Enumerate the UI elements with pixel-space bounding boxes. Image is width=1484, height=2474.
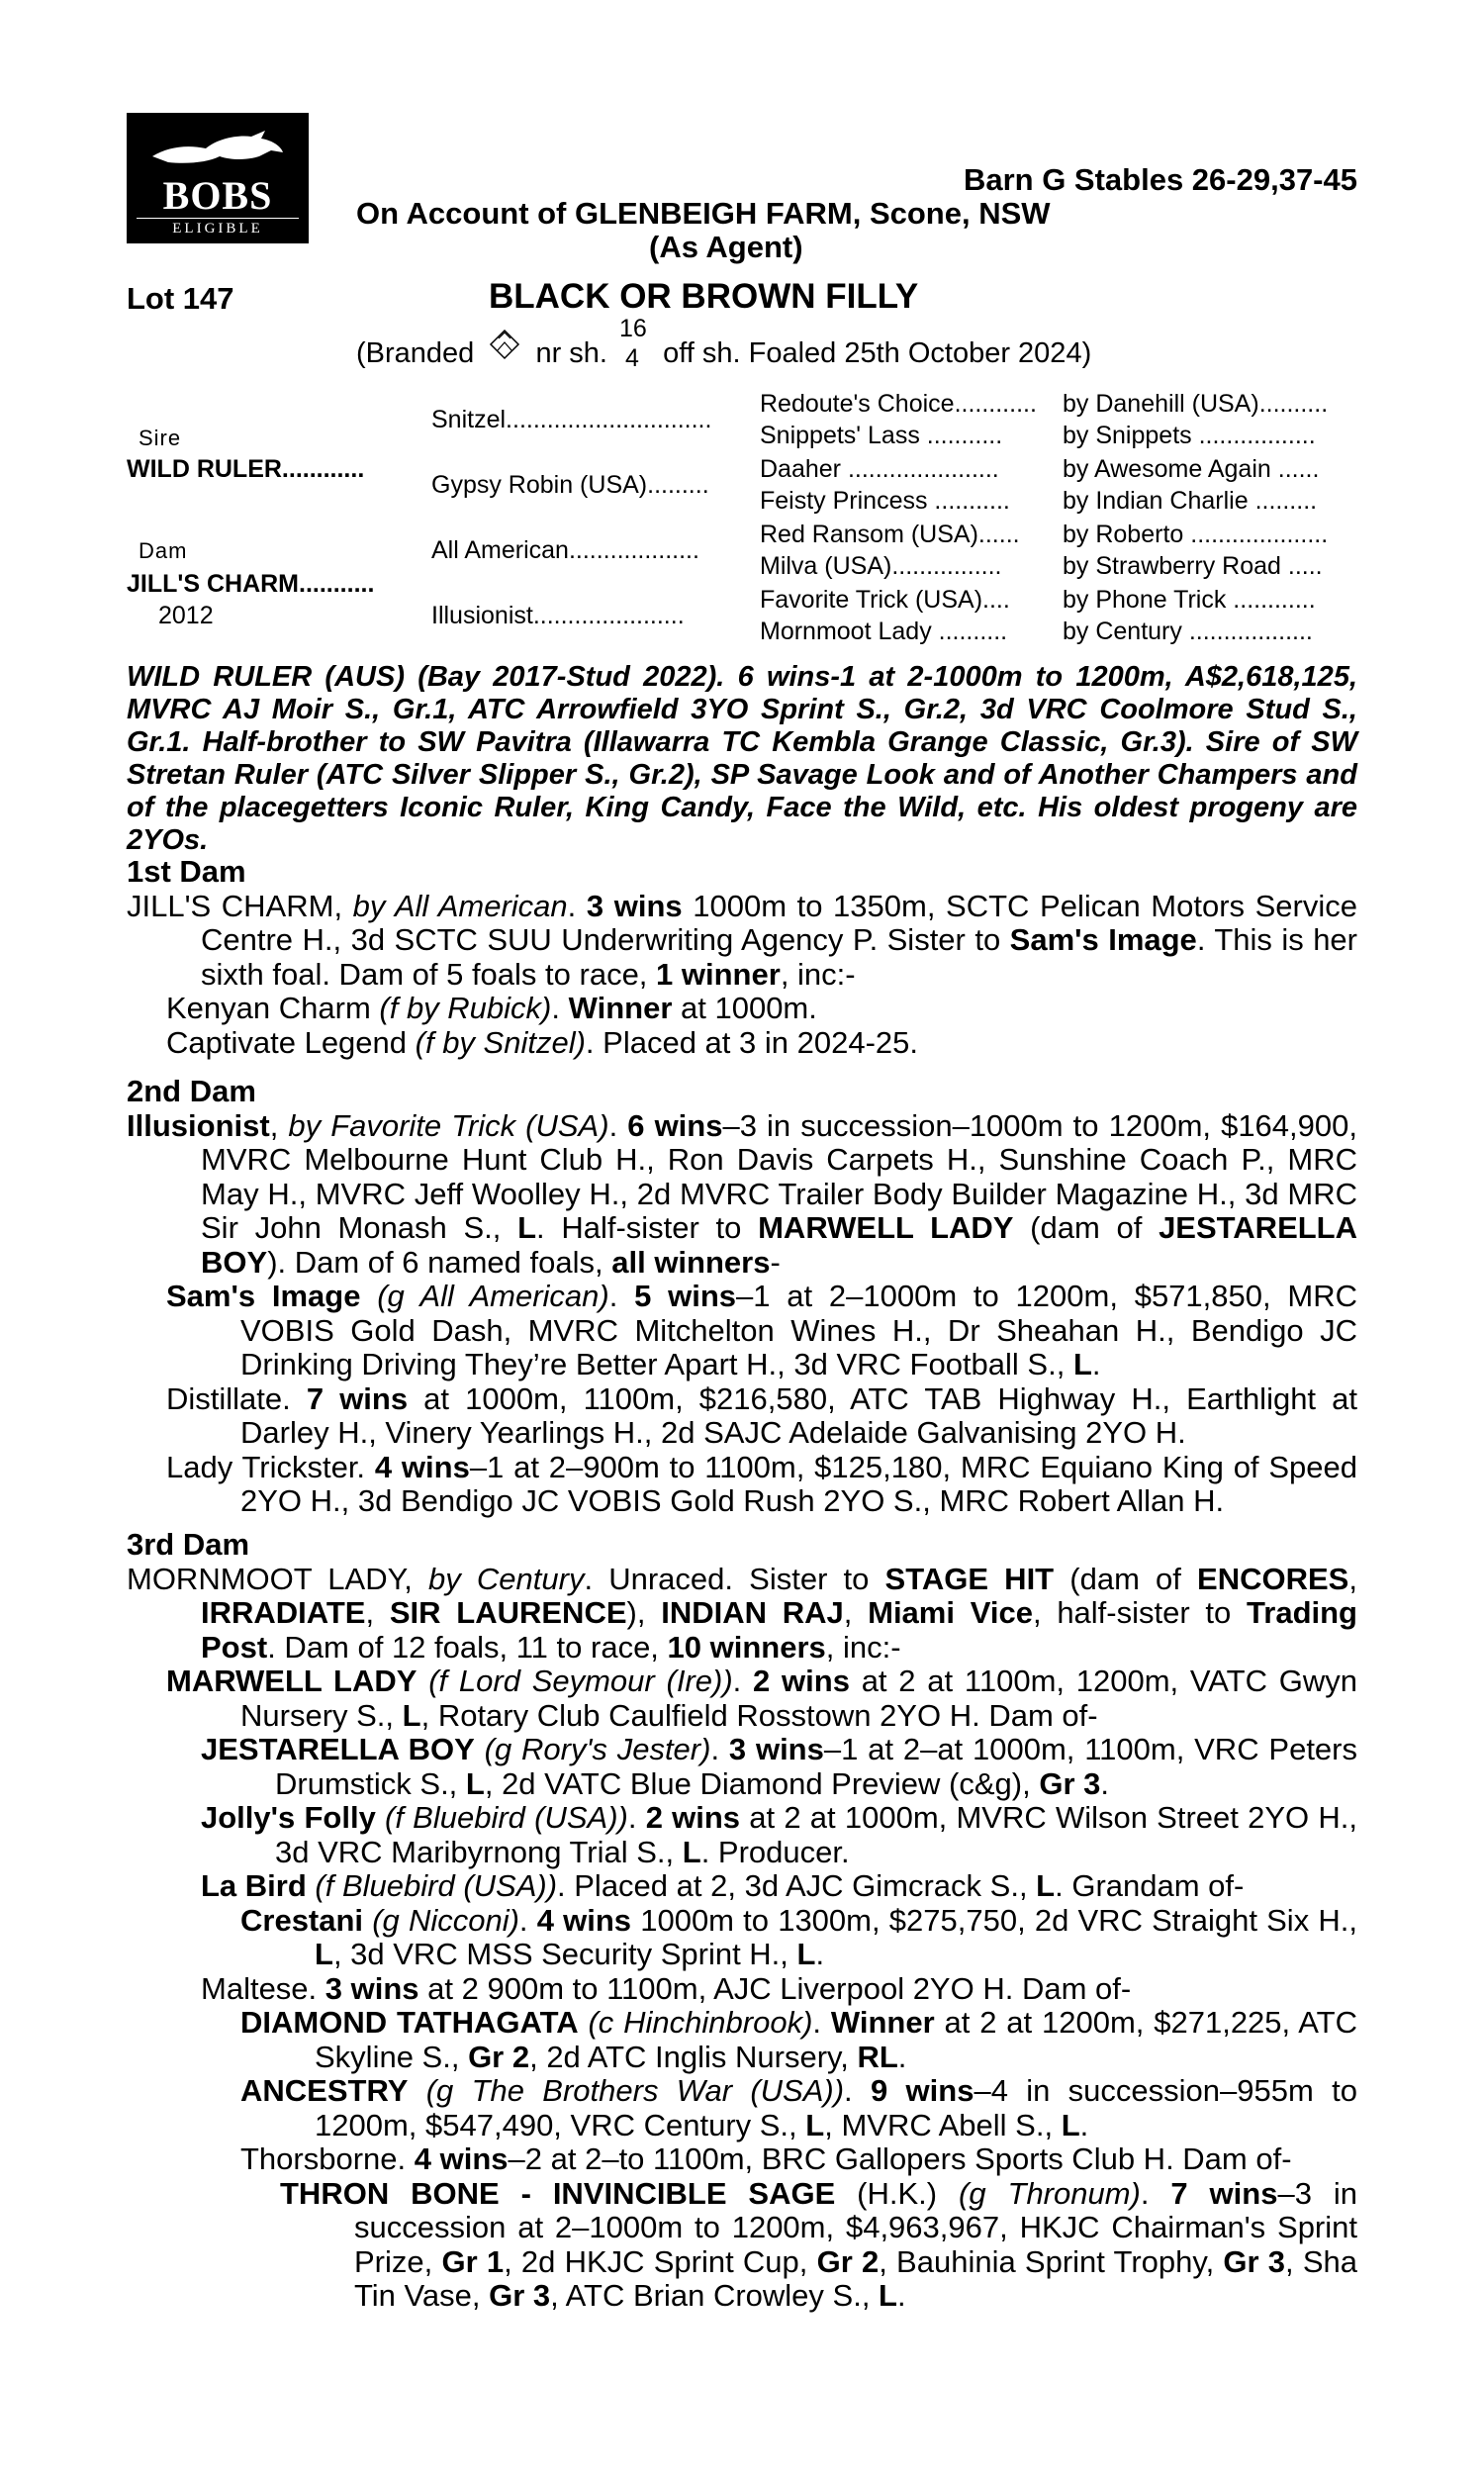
third-dam-section — [127, 1528, 1357, 2314]
gg-6-sire: by Strawberry Road ..... — [1063, 552, 1323, 580]
gg-1-sire: by Danehill (USA).......... — [1063, 390, 1329, 418]
gg-8-sire: by Century .................. — [1063, 618, 1313, 645]
third-dam-progeny: DIAMOND TATHAGATA (c Hinchinbrook). Winner at 2 at 1200m, $271,225, ATC Skyline S., Gr 2, 2d ATC Inglis Nursery, RL. — [240, 2005, 1357, 2074]
sire-name: WILD RULER............ — [127, 455, 365, 483]
dam-name: JILL'S CHARM........... — [127, 570, 375, 598]
third-dam-progeny: JESTARELLA BOY (g Rory's Jester). 3 wins–1 at 2–at 1000m, 1100m, VRC Peters Drumstick S., L, 2d VATC Blue Diamond Preview (c&g), Gr 3. — [201, 1732, 1357, 1801]
gg-6: Milva (USA)................ — [760, 552, 1002, 580]
brand-number-top: 16 — [619, 315, 647, 342]
brand-suffix: off sh. Foaled 25th October 2024) — [663, 337, 1092, 369]
gg-3: Daaher ...................... — [760, 455, 999, 483]
gg-5: Red Ransom (USA)...... — [760, 521, 1020, 548]
third-dam-progeny: Jolly's Folly (f Bluebird (USA)). 2 wins at 2 at 1000m, MVRC Wilson Street 2YO H., 3d VRC Maribyrnong Trial S., L. Producer. — [201, 1800, 1357, 1869]
brand-near-side: nr sh. — [535, 337, 607, 369]
brand-prefix: (Branded — [356, 337, 475, 369]
gg-2-sire: by Snippets ................. — [1063, 422, 1316, 449]
gg-7-sire: by Phone Trick ............ — [1063, 586, 1316, 614]
third-dam-progeny: MARWELL LADY (f Lord Seymour (Ire)). 2 wins at 2 at 1100m, 1200m, VATC Gwyn Nursery S., L, Rotary Club Caulfield Rosstown 2YO H. Dam of- — [166, 1664, 1357, 1733]
dam-sire: All American................... — [431, 536, 699, 564]
dam-label: Dam — [139, 538, 188, 563]
dam-year: 2012 — [158, 602, 214, 629]
agent-note: (As Agent) — [649, 230, 803, 264]
gg-5-sire: by Roberto .................... — [1063, 521, 1329, 548]
third-dam-progeny: THRON BONE - INVINCIBLE SAGE (H.K.) (g Thronum). 7 wins–3 in succession at 2–1000m to 1200m, $4,963,967, HKJC Chairman's Sprint Prize, Gr 1, 2d HKJC Sprint Cup, Gr 2, Bauhinia Sprint Trophy, Gr 3, Sha Tin Vase, Gr 3, ATC Brian Crowley S., L. — [280, 2175, 1357, 2313]
gg-8: Mornmoot Lady .......... — [760, 618, 1008, 645]
third-dam-progeny: Thorsborne. 4 wins–2 at 2–to 1100m, BRC Gallopers Sports Club H. Dam of- — [240, 2141, 1292, 2176]
sire-sire: Snitzel.............................. — [431, 406, 712, 433]
stables-location: Barn G Stables 26-29,37-45 — [963, 162, 1357, 197]
first-dam-progeny: Captivate Legend (f by Snitzel). Placed at 3 in 2024-25. — [166, 1024, 918, 1060]
logo-subtitle: ELIGIBLE — [137, 218, 299, 238]
bobs-eligible-logo — [127, 113, 309, 243]
vendor-account: On Account of GLENBEIGH FARM, Scone, NSW — [356, 196, 1051, 231]
sire-label: Sire — [139, 426, 182, 450]
third-dam-progeny: Maltese. 3 wins at 2 900m to 1100m, AJC Liverpool 2YO H. Dam of- — [201, 1970, 1132, 2006]
brand-number-bottom: 4 — [625, 344, 639, 372]
third-dam-progeny: La Bird (f Bluebird (USA)). Placed at 2, 3d AJC Gimcrack S., L. Grandam of- — [201, 1868, 1245, 1903]
brand-line — [356, 315, 1092, 372]
first-dam-heading: 1st Dam — [127, 854, 246, 889]
second-dam-section — [127, 1075, 1357, 1519]
second-dam-heading: 2nd Dam — [127, 1074, 256, 1108]
horse-title: BLACK OR BROWN FILLY — [489, 277, 919, 316]
third-dam-progeny: ANCESTRY (g The Brothers War (USA)). 9 wins–4 in succession–955m to 1200m, $547,490, VRC Century S., L, MVRC Abell S., L. — [240, 2073, 1357, 2142]
dam-dam: Illusionist...................... — [431, 602, 685, 629]
brand-diamond-icon — [486, 329, 523, 366]
gg-2: Snippets' Lass ........... — [760, 422, 1003, 449]
third-dam-text: MORNMOOT LADY, by Century. Unraced. Sister to STAGE HIT (dam of ENCORES, IRRADIATE, SIR LAURENCE), INDIAN RAJ, Miami Vice, half-sister to Trading Post. Dam of 12 foals, 11 to race, 10 winners, inc:- — [127, 1561, 1357, 1665]
third-dam-heading: 3rd Dam — [127, 1527, 250, 1562]
gg-4-sire: by Indian Charlie ......... — [1063, 487, 1318, 515]
lot-number: Lot 147 — [127, 281, 234, 316]
first-dam-text: JILL'S CHARM, by All American. 3 wins 1000m to 1350m, SCTC Pelican Motors Service Centre H., 3d SCTC SUU Underwriting Agency P. Sister to Sam's Image. This is her sixth foal. Dam of 5 foals to race, 1 winner, inc:- — [127, 888, 1357, 992]
first-dam-section — [127, 855, 1357, 1060]
logo-title: BOBS — [162, 173, 273, 218]
gg-4: Feisty Princess ........... — [760, 487, 1010, 515]
second-dam-text: Illusionist, by Favorite Trick (USA). 6 wins–3 in succession–1000m to 1200m, $164,900, MVRC Melbourne Hunt Club H., Ron Davis Carpets H., Sunshine Coach P., MRC May H., MVRC Jeff Woolley H., 2d MVRC Trailer Body Builder Magazine H., 3d MRC Sir John Monash S., L. Half-sister to MARWELL LADY (dam of JESTARELLA BOY). Dam of 6 named foals, all winners- — [127, 1107, 1358, 1280]
second-dam-progeny: Lady Trickster. 4 wins–1 at 2–900m to 1100m, $125,180, MRC Equiano King of Speed 2YO H., 3d Bendigo JC VOBIS Gold Rush 2YO S., MRC Robert Allan H. — [166, 1449, 1357, 1518]
sire-dam: Gypsy Robin (USA)......... — [431, 471, 709, 499]
first-dam-progeny: Kenyan Charm (f by Rubick). Winner at 1000m. — [166, 991, 817, 1025]
gg-1: Redoute's Choice............ — [760, 390, 1037, 418]
gg-7: Favorite Trick (USA).... — [760, 586, 1010, 614]
second-dam-progeny: Sam's Image (g All American). 5 wins–1 at 2–1000m to 1200m, $571,850, MRC VOBIS Gold Dash, MVRC Mitchelton Wines H., Dr Sheahan H., Bendigo JC Drinking Driving They’re Better Apart H., 3d VRC Football S., L. — [166, 1279, 1357, 1381]
gg-3-sire: by Awesome Again ...... — [1063, 455, 1320, 483]
sire-summary: WILD RULER (AUS) (Bay 2017-Stud 2022). 6 wins-1 at 2-1000m to 1200m, A$2,618,125, MVRC AJ Moir S., Gr.1, ATC Arrowfield 3YO Sprint S., Gr.2, 3d VRC Coolmore Stud S., Gr.1. Half-brother to SW Pavitra (Illawarra TC Kembla Grange Classic, Gr.3). Sire of SW Stretan Ruler (ATC Silver Slipper S., Gr.2), SP Savage Look and of Another Champers and of the placegetters Iconic Ruler, King Candy, Face the Wild, etc. His oldest progeny are 2YOs. — [127, 661, 1357, 856]
third-dam-progeny: Crestani (g Nicconi). 4 wins 1000m to 1300m, $275,750, 2d VRC Straight Six H., L, 3d VRC MSS Security Sprint H., L. — [240, 1902, 1357, 1971]
horse-icon — [148, 127, 287, 170]
second-dam-progeny: Distillate. 7 wins at 1000m, 1100m, $216,580, ATC TAB Highway H., Earthlight at Darley H., Vinery Yearlings H., 2d SAJC Adelaide Galvanising 2YO H. — [166, 1380, 1357, 1450]
